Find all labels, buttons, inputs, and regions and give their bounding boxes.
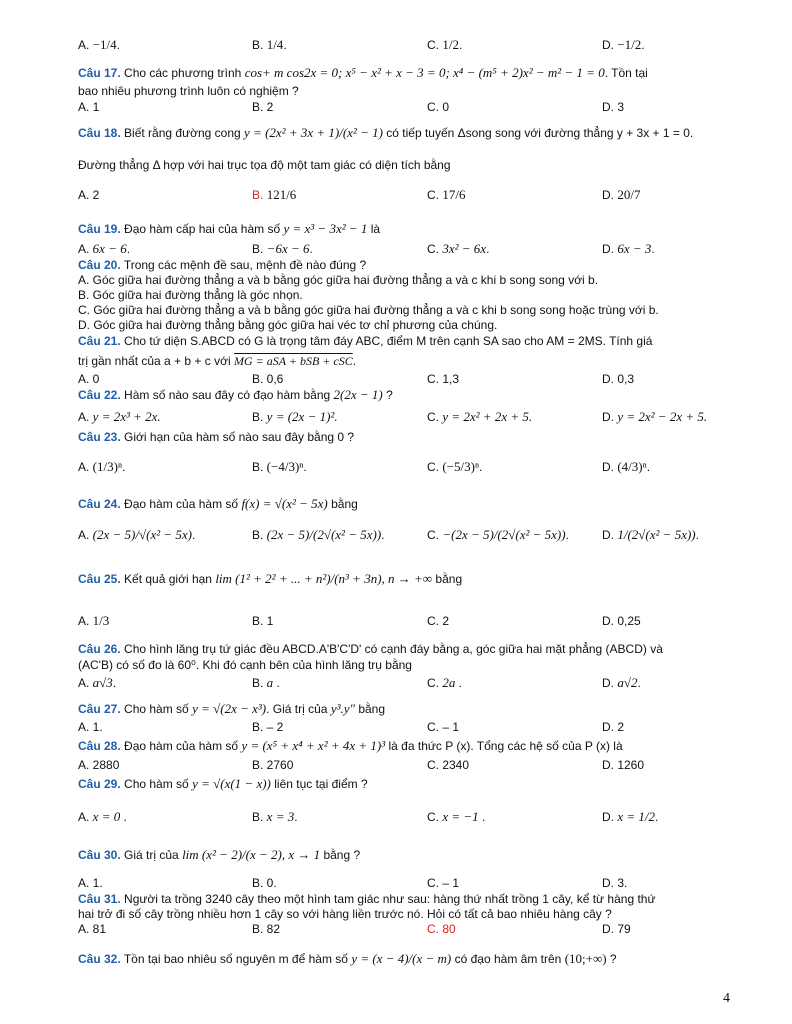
q23-option-d: D. (4/3)ⁿ. bbox=[602, 459, 651, 474]
q18-stem-line2: Đường thẳng Δ hợp với hai trục tọa độ một tam giác có diện tích bằng bbox=[78, 158, 451, 172]
q31-options bbox=[0, 922, 792, 942]
q21-stem-line2: trị gần nhất của a + b + c với MG = aSA + bSB + cSC. bbox=[78, 354, 357, 368]
q26-option-d: D. a√2. bbox=[602, 675, 641, 690]
q19-option-d: D. 6x − 3. bbox=[602, 241, 655, 256]
q21-option-b: B. 0,6 bbox=[252, 372, 284, 386]
q31-option-a: A. 81 bbox=[78, 922, 107, 936]
q19-option-b: B. −6x − 6. bbox=[252, 241, 313, 256]
q30-option-d: D. 3. bbox=[602, 876, 628, 890]
q26-options bbox=[0, 676, 792, 696]
q29-option-b: B. x = 3. bbox=[252, 809, 298, 824]
q23-options bbox=[0, 452, 792, 486]
q25-option-c: C. 2 bbox=[427, 614, 450, 628]
q24-options bbox=[0, 518, 792, 554]
q17-option-b: B. 2 bbox=[252, 100, 274, 114]
q28-options bbox=[0, 758, 792, 778]
q18-stem: Câu 18. Biết rằng đường cong y = (2x² + 3x + 1)/(x² − 1) có tiếp tuyến Δsong song với đường thẳng y + 3x + 1 = 0. bbox=[78, 125, 694, 140]
q21-option-a: A. 0 bbox=[78, 372, 100, 386]
q24-stem: Câu 24. Đạo hàm của hàm số f(x) = √(x² − 5x) bằng bbox=[78, 496, 358, 511]
q21-option-c: C. 1,3 bbox=[427, 372, 460, 386]
q27-option-a: A. 1. bbox=[78, 720, 103, 734]
q29-option-c: C. x = −1 . bbox=[427, 809, 486, 824]
q31-option-b: B. 82 bbox=[252, 922, 281, 936]
q31-stem-line2: hai trở đi số cây trồng nhiều hơn 1 cây so với hàng liền trước nó. Hỏi có tất cả bao nhiêu hàng cây ? bbox=[78, 907, 612, 921]
q17-option-a: A. 1 bbox=[78, 100, 100, 114]
q28-option-c: C. 2340 bbox=[427, 758, 470, 772]
q26-stem-line2: (AC'B) có số đo là 60⁰. Khi đó cạnh bên của hình lăng trụ bằng bbox=[78, 658, 412, 672]
q26-option-c: C. 2a . bbox=[427, 675, 463, 690]
q20-option-a: A. Góc giữa hai đường thẳng a và b bằng góc giữa hai đường thẳng a và c khi b song song với b. bbox=[78, 273, 599, 287]
q21-stem: Câu 21. Cho tứ diện S.ABCD có G là trọng tâm đáy ABC, điểm M trên cạnh SA sao cho AM = 2MS. Tính giá bbox=[78, 334, 653, 348]
q29-option-d: D. x = 1/2. bbox=[602, 809, 659, 824]
q20-option-b: B. Góc giữa hai đường thẳng là góc nhọn. bbox=[78, 288, 303, 302]
q30-option-b: B. 0. bbox=[252, 876, 277, 890]
q17-stem-line2: bao nhiêu phương trình luôn có nghiệm ? bbox=[78, 84, 299, 98]
q18-option-c: C. 17/6 bbox=[427, 187, 466, 202]
q26-option-a: A. a√3. bbox=[78, 675, 117, 690]
q18-option-b: B. 121/6 bbox=[252, 187, 297, 202]
q25-option-d: D. 0,25 bbox=[602, 614, 641, 628]
q20-stem: Câu 20. Trong các mệnh đề sau, mệnh đề nào đúng ? bbox=[78, 258, 367, 272]
q18-option-a: A. 2 bbox=[78, 188, 100, 202]
q16-option-c: C. 1/2. bbox=[427, 37, 463, 52]
q22-options bbox=[0, 410, 792, 430]
q31-option-d: D. 79 bbox=[602, 922, 631, 936]
q29-options bbox=[0, 800, 792, 834]
q27-option-d: D. 2 bbox=[602, 720, 625, 734]
q19-option-c: C. 3x² − 6x. bbox=[427, 241, 490, 256]
q26-option-b: B. a . bbox=[252, 675, 280, 690]
q24-option-b: B. (2x − 5)/(2√(x² − 5x)). bbox=[252, 527, 385, 542]
q32-stem: Câu 32. Tồn tại bao nhiêu số nguyên m để hàm số y = (x − 4)/(x − m) có đạo hàm âm trên (10;+∞) ? bbox=[78, 951, 617, 966]
q26-stem: Câu 26. Cho hình lăng trụ tứ giác đều ABCD.A'B'C'D' có cạnh đáy bằng a, góc giữa hai mặt phẳng (ABCD) và bbox=[78, 642, 663, 656]
q27-option-c: C. – 1 bbox=[427, 720, 460, 734]
q29-stem: Câu 29. Cho hàm số y = √(x(1 − x)) liên tục tại điểm ? bbox=[78, 776, 368, 791]
q27-stem: Câu 27. Cho hàm số y = √(2x − x³). Giá trị của y³.y" bằng bbox=[78, 701, 386, 716]
q30-option-a: A. 1. bbox=[78, 876, 103, 890]
q28-stem: Câu 28. Đạo hàm của hàm số y = (x⁵ + x⁴ + x² + 4x + 1)³ là đa thức P (x). Tổng các hệ số của P (x) là bbox=[78, 738, 623, 753]
q16-option-d: D. −1/2. bbox=[602, 37, 645, 52]
q28-option-d: D. 1260 bbox=[602, 758, 645, 772]
q30-option-c: C. – 1 bbox=[427, 876, 460, 890]
q16-option-a: A. −1/4. bbox=[78, 37, 120, 52]
q22-option-c: C. y = 2x² + 2x + 5. bbox=[427, 409, 533, 424]
q22-stem: Câu 22. Hàm số nào sau đây có đạo hàm bằng 2(2x − 1) ? bbox=[78, 387, 393, 402]
q21-option-d: D. 0,3 bbox=[602, 372, 635, 386]
q25-option-a: A. 1/3 bbox=[78, 613, 110, 628]
q30-stem: Câu 30. Giá trị của lim (x² − 2)/(x − 2), x → 1 bằng ? bbox=[78, 847, 361, 862]
q23-option-c: C. (−5/3)ⁿ. bbox=[427, 459, 483, 474]
q19-stem: Câu 19. Đạo hàm cấp hai của hàm số y = x³ − 3x² − 1 là bbox=[78, 221, 381, 236]
q22-option-b: B. y = (2x − 1)². bbox=[252, 409, 338, 424]
q20-option-c: C. Góc giữa hai đường thẳng a và b bằng góc giữa hai đường thẳng a và c khi b song song hoặc trùng với b. bbox=[78, 303, 659, 317]
q25-option-b: B. 1 bbox=[252, 614, 274, 628]
q23-option-a: A. (1/3)ⁿ. bbox=[78, 459, 126, 474]
q17-option-c: C. 0 bbox=[427, 100, 450, 114]
q31-stem: Câu 31. Người ta trồng 3240 cây theo một hình tam giác như sau: hàng thứ nhất trồng 1 cây, kể từ hàng thứ bbox=[78, 892, 656, 906]
q27-option-b: B. – 2 bbox=[252, 720, 284, 734]
q24-option-d: D. 1/(2√(x² − 5x)). bbox=[602, 527, 699, 542]
page-number: 4 bbox=[723, 991, 730, 1006]
q22-option-d: D. y = 2x² − 2x + 5. bbox=[602, 409, 708, 424]
q16-option-b: B. 1/4. bbox=[252, 37, 287, 52]
q18-options bbox=[0, 178, 792, 218]
q20-option-d: D. Góc giữa hai đường thẳng bằng góc giữa hai véc tơ chỉ phương của chúng. bbox=[78, 318, 498, 332]
q18-option-d: D. 20/7 bbox=[602, 187, 641, 202]
q22-option-a: A. y = 2x³ + 2x. bbox=[78, 409, 161, 424]
q23-stem: Câu 23. Giới hạn của hàm số nào sau đây bằng 0 ? bbox=[78, 430, 355, 444]
q17-options bbox=[0, 100, 792, 120]
q16-options bbox=[0, 32, 792, 62]
q28-option-a: A. 2880 bbox=[78, 758, 120, 772]
q17-option-d: D. 3 bbox=[602, 100, 625, 114]
q29-option-a: A. x = 0 . bbox=[78, 809, 127, 824]
q17-stem: Câu 17. Cho các phương trình cos+ m cos2x = 0; x⁵ − x² + x − 3 = 0; x⁴ − (m⁵ + 2)x² − m² − 1 = 0. Tồn tại bbox=[78, 65, 648, 80]
q28-option-b: B. 2760 bbox=[252, 758, 294, 772]
q23-option-b: B. (−4/3)ⁿ. bbox=[252, 459, 307, 474]
q24-option-c: C. −(2x − 5)/(2√(x² − 5x)). bbox=[427, 527, 569, 542]
q24-option-a: A. (2x − 5)/√(x² − 5x). bbox=[78, 527, 196, 542]
q27-options bbox=[0, 720, 792, 740]
q25-options bbox=[0, 600, 792, 640]
q19-option-a: A. 6x − 6. bbox=[78, 241, 131, 256]
q25-stem: Câu 25. Kết quả giới hạn lim (1² + 2² + ... + n²)/(n³ + 3n), n → +∞ bằng bbox=[78, 571, 463, 586]
q31-option-c-highlighted: C. 80 bbox=[427, 922, 456, 936]
